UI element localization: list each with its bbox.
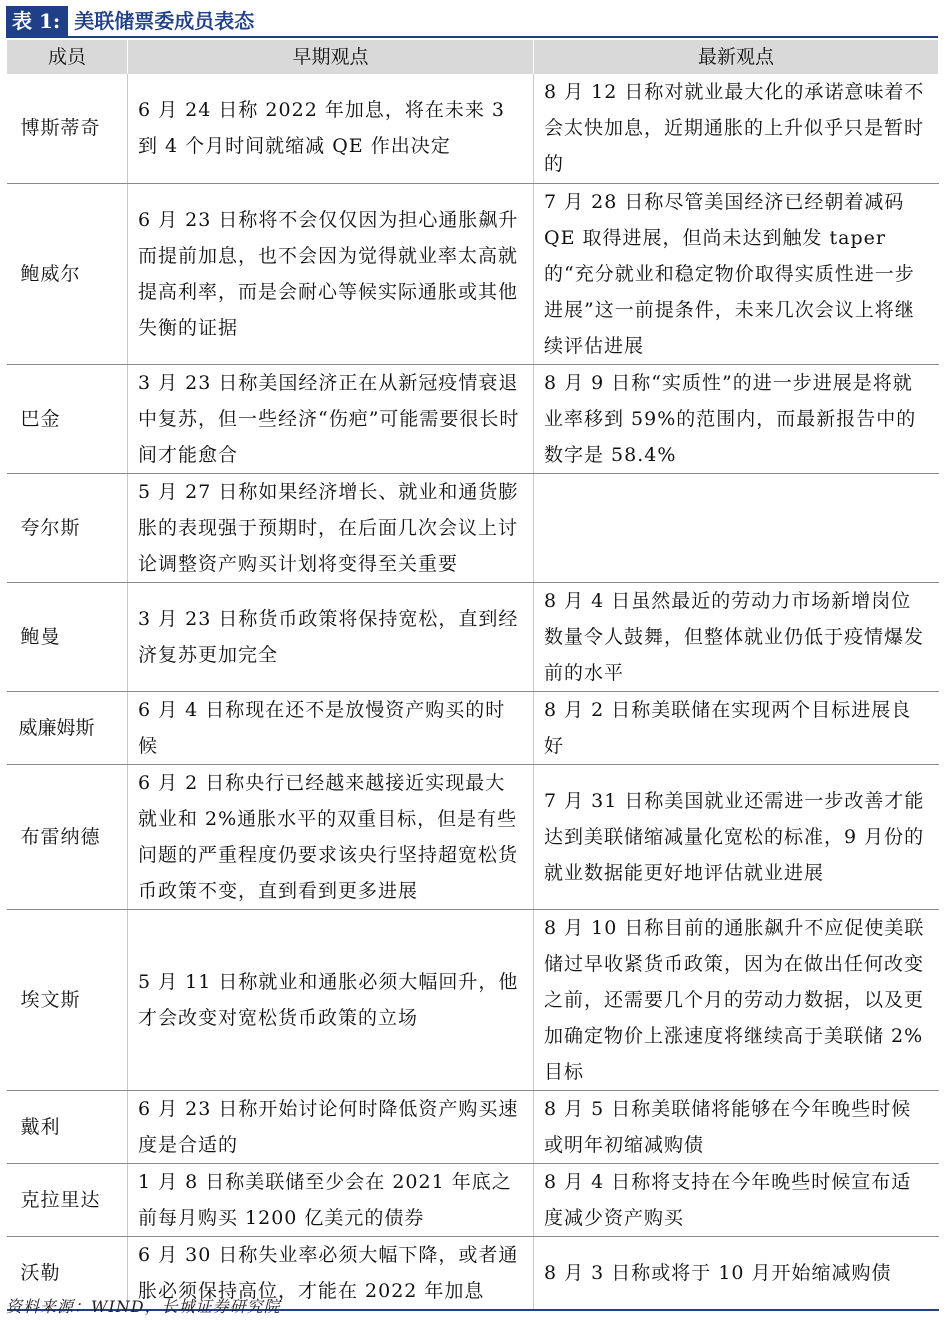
latest-view: 8 月 12 日称对就业最大化的承诺意味着不会太快加息，近期通胀的上升似乎只是暂时的 [534,74,939,183]
source-note: 资料来源：WIND，长城证券研究院 [6,1297,281,1316]
column-header-member: 成员 [7,40,128,74]
early-view: 6 月 30 日称失业率必须大幅下降，或者通胀必须保持高位，才能在 2022 年加息 [128,1236,534,1310]
latest-view: 7 月 31 日称美国就业还需进一步改善才能达到美联储缩减量化宽松的标准，9 月份的就业数据能更好地评估就业进展 [534,764,939,909]
early-view: 5 月 11 日称就业和通胀必须大幅回升，他才会改变对宽松货币政策的立场 [128,909,534,1090]
table-row [7,364,939,473]
member-name: 夸尔斯 [7,473,128,582]
latest-view [534,473,939,582]
table-title: 美联储票委成员表态 [74,9,255,33]
table-row [7,183,939,364]
early-view: 6 月 23 日称开始讨论何时降低资产购买速度是合适的 [128,1090,534,1163]
latest-view: 8 月 5 日称美联储将能够在今年晚些时候或明年初缩减购债 [534,1090,939,1163]
early-view: 3 月 23 日称美国经济正在从新冠疫情衰退中复苏，但一些经济“伤疤”可能需要很长时间才能愈合 [128,364,534,473]
table-title-bar [6,6,938,38]
latest-view: 8 月 9 日称“实质性”的进一步进展是将就业率移到 59%的范围内，而最新报告中的数字是 58.4% [534,364,939,473]
latest-view: 8 月 4 日虽然最近的劳动力市场新增岗位数量令人鼓舞，但整体就业仍低于疫情爆发前的水平 [534,582,939,691]
early-view: 6 月 24 日称 2022 年加息，将在未来 3 到 4 个月时间就缩减 QE 作出决定 [128,74,534,183]
latest-view: 8 月 10 日称目前的通胀飙升不应促使美联储过早收紧货币政策，因为在做出任何改变之前，还需要几个月的劳动力数据，以及更加确定物价上涨速度将继续高于美联储 2% 目标 [534,909,939,1090]
latest-view: 8 月 4 日称将支持在今年晚些时候宣布适度减少资产购买 [534,1163,939,1236]
member-name: 沃勒 [7,1236,128,1310]
member-name: 克拉里达 [7,1163,128,1236]
table-row [7,691,939,764]
member-name: 鲍曼 [7,582,128,691]
member-name: 威廉姆斯 [7,691,128,764]
table-row [7,74,939,183]
table-row [7,1163,939,1236]
early-view: 1 月 8 日称美联储至少会在 2021 年底之前每月购买 1200 亿美元的债券 [128,1163,534,1236]
member-name: 戴利 [7,1090,128,1163]
member-name: 巴金 [7,364,128,473]
table-row [7,764,939,909]
table-header-row [7,40,939,74]
table-number-label: 表 1: [6,6,68,36]
early-view: 5 月 27 日称如果经济增长、就业和通货膨胀的表现强于预期时，在后面几次会议上讨论调整资产购买计划将变得至关重要 [128,473,534,582]
early-view: 3 月 23 日称货币政策将保持宽松，直到经济复苏更加完全 [128,582,534,691]
table-row [7,909,939,1090]
latest-view: 8 月 3 日称或将于 10 月开始缩减购债 [534,1236,939,1310]
latest-view: 8 月 2 日称美联储在实现两个目标进展良好 [534,691,939,764]
fomc-members-table [6,40,939,1311]
table-row [7,1090,939,1163]
table-row [7,582,939,691]
table-row [7,473,939,582]
early-view: 6 月 2 日称央行已经越来越接近实现最大就业和 2%通胀水平的双重目标，但是有些问题的严重程度仍要求该央行坚持超宽松货币政策不变，直到看到更多进展 [128,764,534,909]
early-view: 6 月 4 日称现在还不是放慢资产购买的时候 [128,691,534,764]
column-header-latest-view: 最新观点 [534,40,939,74]
early-view: 6 月 23 日称将不会仅仅因为担心通胀飙升而提前加息，也不会因为觉得就业率太高就提高利率，而是会耐心等候实际通胀或其他失衡的证据 [128,183,534,364]
member-name: 布雷纳德 [7,764,128,909]
member-name: 博斯蒂奇 [7,74,128,183]
latest-view: 7 月 28 日称尽管美国经济已经朝着减码 QE 取得进展，但尚未达到触发 taper 的“充分就业和稳定物价取得实质性进一步进展”这一前提条件，未来几次会议上将继续评估进展 [534,183,939,364]
member-name: 鲍威尔 [7,183,128,364]
column-header-early-view: 早期观点 [128,40,534,74]
member-name: 埃文斯 [7,909,128,1090]
